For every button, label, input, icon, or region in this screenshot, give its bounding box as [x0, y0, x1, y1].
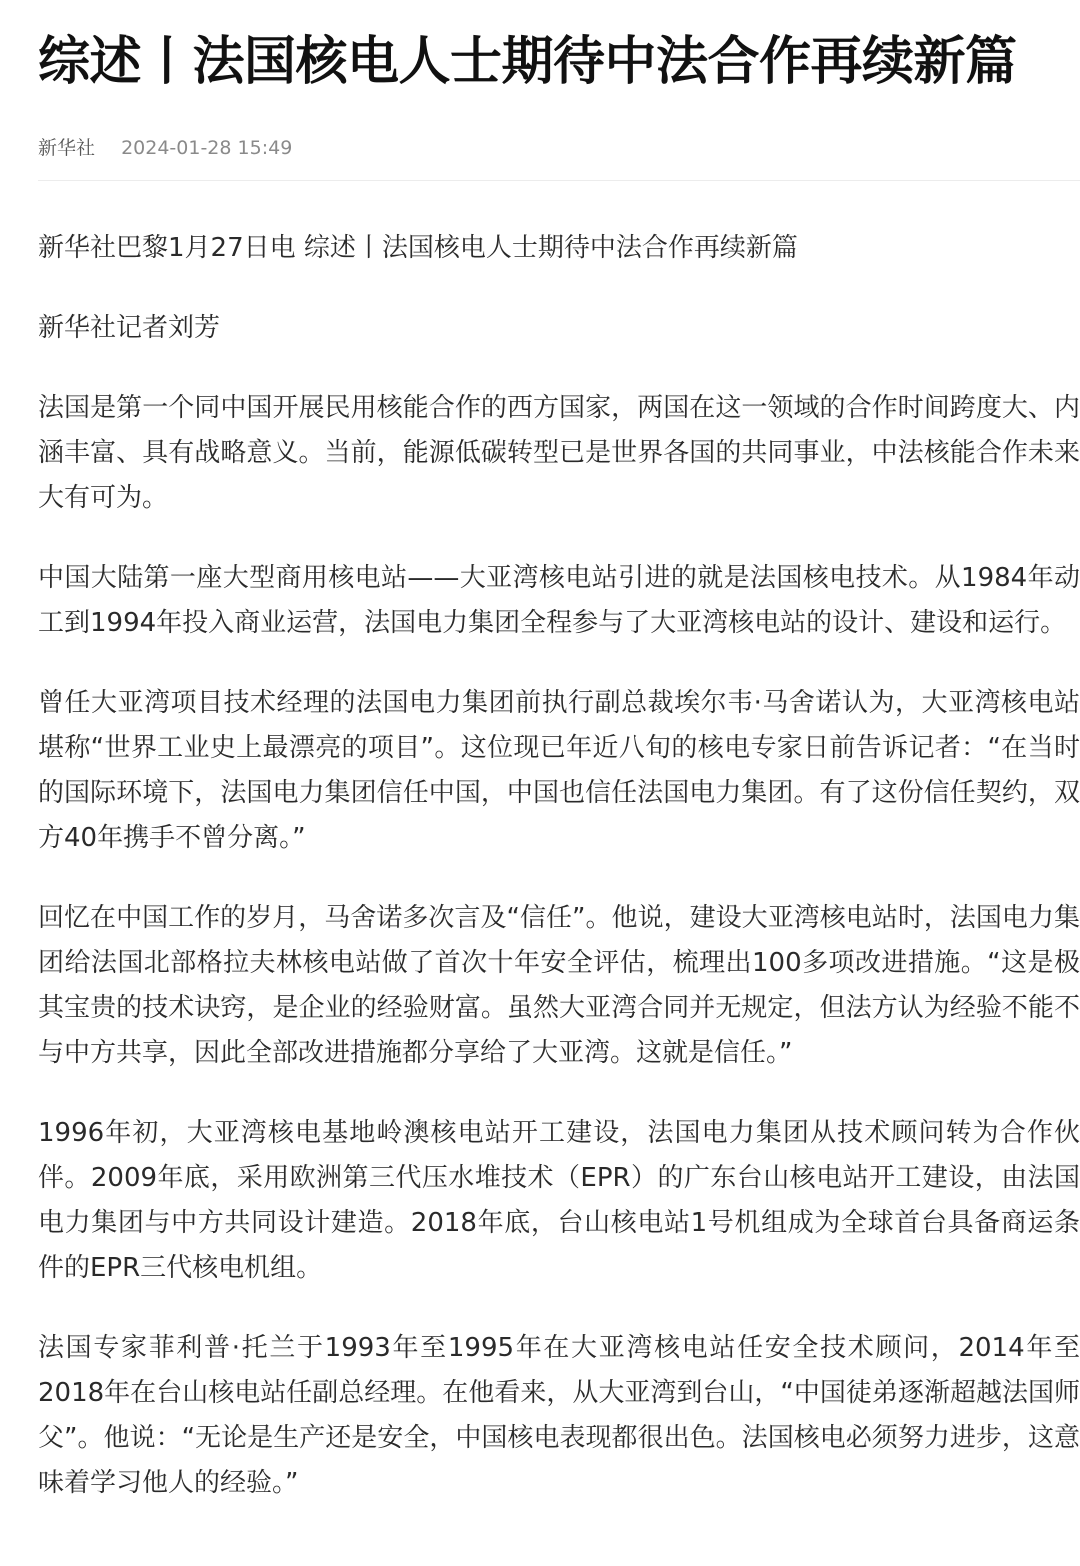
paragraph: 1996年初，大亚湾核电基地岭澳核电站开工建设，法国电力集团从技术顾问转为合作伙伴。2009年底，采用欧洲第三代压水堆技术（EPR）的广东台山核电站开工建设，由法国电力集团与中方共同设计建造。2018年底，台山核电站1号机组成为全球首台具备商运条件的EPR三代核电机组。	[38, 1118, 1080, 1283]
article-title: 综述丨法国核电人士期待中法合作再续新篇	[38, 32, 1017, 92]
paragraph: 法国是第一个同中国开展民用核能合作的西方国家，两国在这一领域的合作时间跨度大、内涵丰富、具有战略意义。当前，能源低碳转型已是世界各国的共同事业，中法核能合作未来大有可为。	[38, 393, 1080, 513]
meta-divider	[38, 180, 1080, 181]
paragraph: 法国专家菲利普·托兰于1993年至1995年在大亚湾核电站任安全技术顾问，2014年至2018年在台山核电站任副总经理。在他看来，从大亚湾到台山，“中国徒弟逐渐超越法国师父”。他说：“无论是生产还是安全，中国核电表现都很出色。法国核电必须努力进步，这意味着学习他人的经验。”	[38, 1333, 1080, 1498]
paragraph: 回忆在中国工作的岁月，马舍诺多次言及“信任”。他说，建设大亚湾核电站时，法国电力集团给法国北部格拉夫林核电站做了首次十年安全评估，梳理出100多项改进措施。“这是极其宝贵的技术诀窍，是企业的经验财富。虽然大亚湾合同并无规定，但法方认为经验不能不与中方共享，因此全部改进措施都分享给了大亚湾。这就是信任。”	[38, 903, 1080, 1068]
article-meta	[38, 134, 292, 162]
article-body	[38, 226, 1080, 1541]
article-source[interactable]: 新华社	[38, 137, 96, 159]
paragraph-byline: 新华社记者刘芳	[38, 313, 221, 343]
paragraph: 中国大陆第一座大型商用核电站——大亚湾核电站引进的就是法国核电技术。从1984年动工到1994年投入商业运营，法国电力集团全程参与了大亚湾核电站的设计、建设和运行。	[38, 563, 1080, 638]
paragraph: 曾任大亚湾项目技术经理的法国电力集团前执行副总裁埃尔韦·马舍诺认为，大亚湾核电站堪称“世界工业史上最漂亮的项目”。这位现已年近八旬的核电专家日前告诉记者：“在当时的国际环境下，法国电力集团信任中国，中国也信任法国电力集团。有了这份信任契约，双方40年携手不曾分离。”	[38, 688, 1080, 853]
paragraph-dateline: 新华社巴黎1月27日电 综述丨法国核电人士期待中法合作再续新篇	[38, 233, 798, 263]
article-datetime: 2024-01-28 15:49	[121, 137, 293, 159]
